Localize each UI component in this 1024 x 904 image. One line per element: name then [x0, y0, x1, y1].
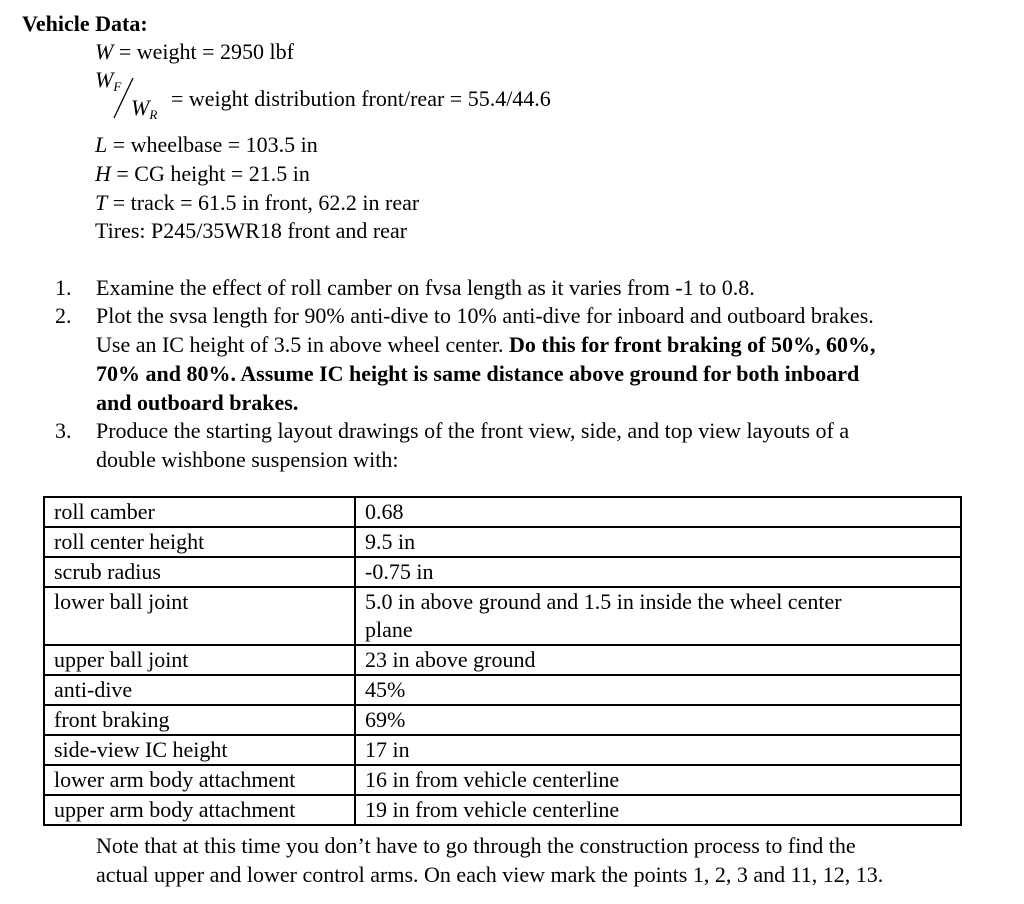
closing-note — [96, 831, 883, 889]
table-row — [44, 765, 961, 795]
tires-definition: Tires: P245/35WR18 front and rear — [95, 218, 408, 243]
param-cell: scrub radius — [44, 557, 355, 587]
wheelbase-text: = wheelbase = 103.5 in — [107, 132, 318, 157]
value-cell: 0.68 — [355, 497, 961, 527]
weight-text: = weight = 2950 lbf — [113, 39, 294, 64]
cg-height-definition — [95, 160, 310, 188]
track-definition — [95, 189, 419, 217]
value-cell: 69% — [355, 705, 961, 735]
cg-height-text: = CG height = 21.5 in — [110, 161, 310, 186]
value-cell: 9.5 in — [355, 527, 961, 557]
question-text-line: double wishbone suspension with: — [96, 447, 399, 472]
question-number: 2. — [55, 303, 72, 328]
table-row — [44, 497, 961, 527]
cg-height-symbol: H — [95, 161, 111, 186]
param-cell: anti-dive — [44, 675, 355, 705]
note-line: actual upper and lower control arms. On each view mark the points 1, 2, 3 and 11, 12, 13. — [96, 862, 884, 887]
question-text: Examine the effect of roll camber on fvsa length as it varies from -1 to 0.8. — [96, 275, 755, 300]
param-cell: upper arm body attachment — [44, 795, 355, 825]
section-title: Vehicle Data: — [22, 11, 148, 36]
wheelbase-symbol: L — [95, 132, 108, 157]
weight-symbol: W — [95, 39, 114, 64]
param-cell: lower ball joint — [44, 587, 355, 645]
table-row — [44, 527, 961, 557]
table-row — [44, 705, 961, 735]
wheelbase-definition — [95, 131, 318, 159]
question-text-line: and outboard brakes. — [96, 390, 299, 415]
question-text-line: Produce the starting layout drawings of the front view, side, and top view layouts of a — [96, 418, 850, 443]
note-line: Note that at this time you don’t have to go through the construction process to find the — [96, 833, 856, 858]
track-text: = track = 61.5 in front, 62.2 in rear — [107, 190, 420, 215]
question-number: 1. — [55, 275, 72, 300]
distribution-text: = weight distribution front/rear = 55.4/44.6 — [171, 86, 551, 111]
table-row — [44, 735, 961, 765]
param-cell: roll center height — [44, 527, 355, 557]
track-symbol: T — [95, 190, 108, 215]
question-number: 3. — [55, 418, 72, 443]
value-cell: 23 in above ground — [355, 645, 961, 675]
value-cell: 19 in from vehicle centerline — [355, 795, 961, 825]
value-cell: 5.0 in above ground and 1.5 in inside the wheel center plane — [355, 587, 961, 645]
param-cell: roll camber — [44, 497, 355, 527]
param-cell: lower arm body attachment — [44, 765, 355, 795]
value-cell: -0.75 in — [355, 557, 961, 587]
question-text-line: Use an IC height of 3.5 in above wheel center. Do this for front braking of 50%, 60%, — [96, 332, 876, 357]
suspension-parameters-table — [43, 496, 962, 826]
table-row — [44, 557, 961, 587]
weight-distribution-fraction — [95, 66, 175, 126]
value-cell: 45% — [355, 675, 961, 705]
fraction-numerator: $W_F$ — [95, 67, 122, 94]
weight-definition — [95, 38, 294, 66]
table-row — [44, 675, 961, 705]
question-text-line: Plot the svsa length for 90% anti-dive to 10% anti-dive for inboard and outboard brakes. — [96, 303, 874, 328]
param-cell: side-view IC height — [44, 735, 355, 765]
param-cell: upper ball joint — [44, 645, 355, 675]
table-row — [44, 645, 961, 675]
question-text-line: 70% and 80%. Assume IC height is same distance above ground for both inboard — [96, 361, 860, 386]
param-cell: front braking — [44, 705, 355, 735]
value-cell: 17 in — [355, 735, 961, 765]
value-cell: 16 in from vehicle centerline — [355, 765, 961, 795]
table-row — [44, 795, 961, 825]
fraction-denominator: $W_R$ — [131, 95, 158, 122]
table-row — [44, 587, 961, 645]
